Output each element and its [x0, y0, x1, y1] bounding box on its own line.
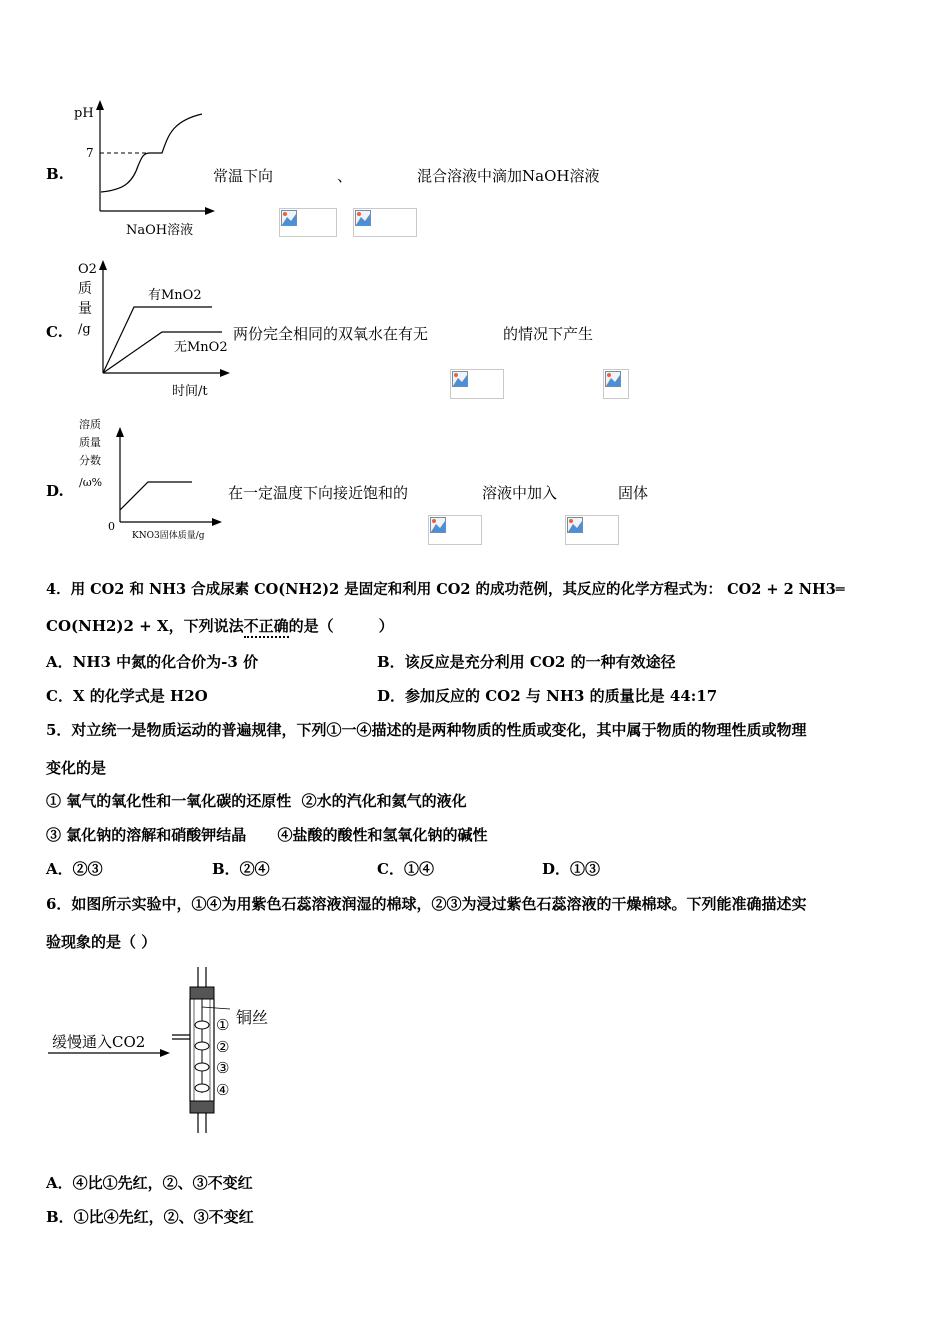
q4-stem-line2-post: 的是（ ） [288, 617, 394, 635]
copper-wire-label: 铜丝 [236, 1008, 269, 1027]
option-d-text-3: 固体 [618, 484, 649, 502]
q5-option-d: D．①③ [542, 860, 601, 878]
q4-option-a: A．NH3 中氮的化合价为-3 价 [46, 653, 259, 671]
d-axis-label-1: 溶质 [79, 418, 101, 431]
o2-graph [72, 255, 237, 403]
q4-option-b: B．该反应是充分利用 CO2 的一种有效途径 [377, 653, 676, 671]
q6-stem-line1: 6．如图所示实验中，①④为用紫色石蕊溶液润湿的棉球，②③为浸过紫色石蕊溶液的干燥棉球。下列能准确描述实 [46, 895, 807, 913]
q5-stem-line2: 变化的是 [46, 759, 107, 777]
broken-image-b1 [279, 208, 337, 237]
q4-stem-line1: 4．用 CO2 和 NH3 合成尿素 CO(NH2)2 是固定和利用 CO2 的成功范例，其反应的化学方程式为： CO2 + 2 NH3═ [46, 581, 845, 598]
option-b-text-3: 混合溶液中滴加NaOH溶液 [417, 167, 600, 185]
ball-label-3: ③ [216, 1059, 230, 1077]
option-d-text-1: 在一定温度下向接近饱和的 [228, 484, 409, 502]
q6-option-a: A．④比①先红，②、③不变红 [46, 1174, 253, 1192]
q5-option-a: A．②③ [46, 860, 103, 878]
q6-option-b: B．①比④先红，②、③不变红 [46, 1208, 254, 1226]
broken-image-icon [355, 210, 371, 226]
q5-stem-line1: 5．对立统一是物质运动的普遍规律，下列①一④描述的是两种物质的性质或变化，其中属于物质的物理性质或物理 [46, 721, 807, 739]
ph-tick-7: 7 [86, 146, 94, 160]
d-axis-label-4: /ω% [79, 476, 103, 489]
o2-axis-label-3: 量 [78, 301, 92, 317]
option-c-letter: C. [46, 323, 63, 341]
q4-emphasis-dots: 不正确 [244, 617, 289, 638]
ball-label-4: ④ [216, 1081, 230, 1099]
o2-axis-label-4: /g [78, 322, 91, 337]
solute-fraction-graph [74, 414, 234, 544]
d-origin-label: 0 [108, 520, 115, 533]
broken-image-icon [430, 517, 446, 533]
d-x-label: KNO3固体质量/g [132, 531, 205, 541]
ph-x-label: NaOH溶液 [126, 223, 194, 238]
q4-option-d: D．参加反应的 CO2 与 NH3 的质量比是 44:17 [377, 687, 718, 705]
option-b-text-1: 常温下向 [213, 167, 274, 185]
broken-image-icon [605, 371, 621, 387]
q6-stem-line2: 验现象的是（ ） [46, 933, 157, 951]
q4-stem-line2-pre: CO(NH2)2 + X，下列说法 [46, 617, 244, 635]
q4-option-c: C．X 的化学式是 H2O [46, 687, 208, 705]
curve-label-without-mno2: 无MnO2 [174, 340, 228, 355]
broken-image-icon [281, 210, 297, 226]
co2-inlet-label: 缓慢通入CO2 [52, 1033, 146, 1051]
d-axis-label-2: 质量 [79, 436, 101, 449]
ball-label-2: ② [216, 1038, 230, 1056]
broken-image-d1 [428, 515, 482, 545]
co2-tube-apparatus [44, 965, 284, 1135]
broken-image-b2 [353, 208, 417, 237]
q4-stem-line2 [46, 615, 394, 636]
broken-image-c1 [450, 369, 504, 399]
q5-option-c: C．①④ [377, 860, 434, 878]
q5-item-1-2: ① 氧气的氧化性和一氧化碳的还原性 ②水的汽化和氦气的液化 [46, 792, 467, 810]
broken-image-icon [567, 517, 583, 533]
q5-option-b: B．②④ [212, 860, 270, 878]
ph-axis-label: pH [74, 106, 94, 121]
option-c-text-1: 两份完全相同的双氧水在有无 [233, 325, 429, 343]
d-axis-label-3: 分数 [79, 454, 101, 467]
q5-item-3-4: ③ 氯化钠的溶解和硝酸钾结晶 ④盐酸的酸性和氢氧化钠的碱性 [46, 826, 488, 844]
option-c-text-2: 的情况下产生 [503, 325, 594, 343]
broken-image-c2 [603, 369, 629, 399]
o2-axis-label-2: 质 [78, 281, 92, 297]
o2-x-label: 时间/t [172, 384, 208, 399]
ball-label-1: ① [216, 1016, 230, 1034]
option-d-letter: D. [46, 482, 64, 500]
option-b-text-2: 、 [337, 167, 353, 185]
ph-graph [70, 96, 220, 241]
broken-image-d2 [565, 515, 619, 545]
option-b-letter: B. [46, 165, 64, 183]
option-d-text-2: 溶液中加入 [482, 484, 558, 502]
o2-axis-label-1: O2 [78, 262, 97, 277]
curve-label-with-mno2: 有MnO2 [148, 288, 202, 303]
broken-image-icon [452, 371, 468, 387]
